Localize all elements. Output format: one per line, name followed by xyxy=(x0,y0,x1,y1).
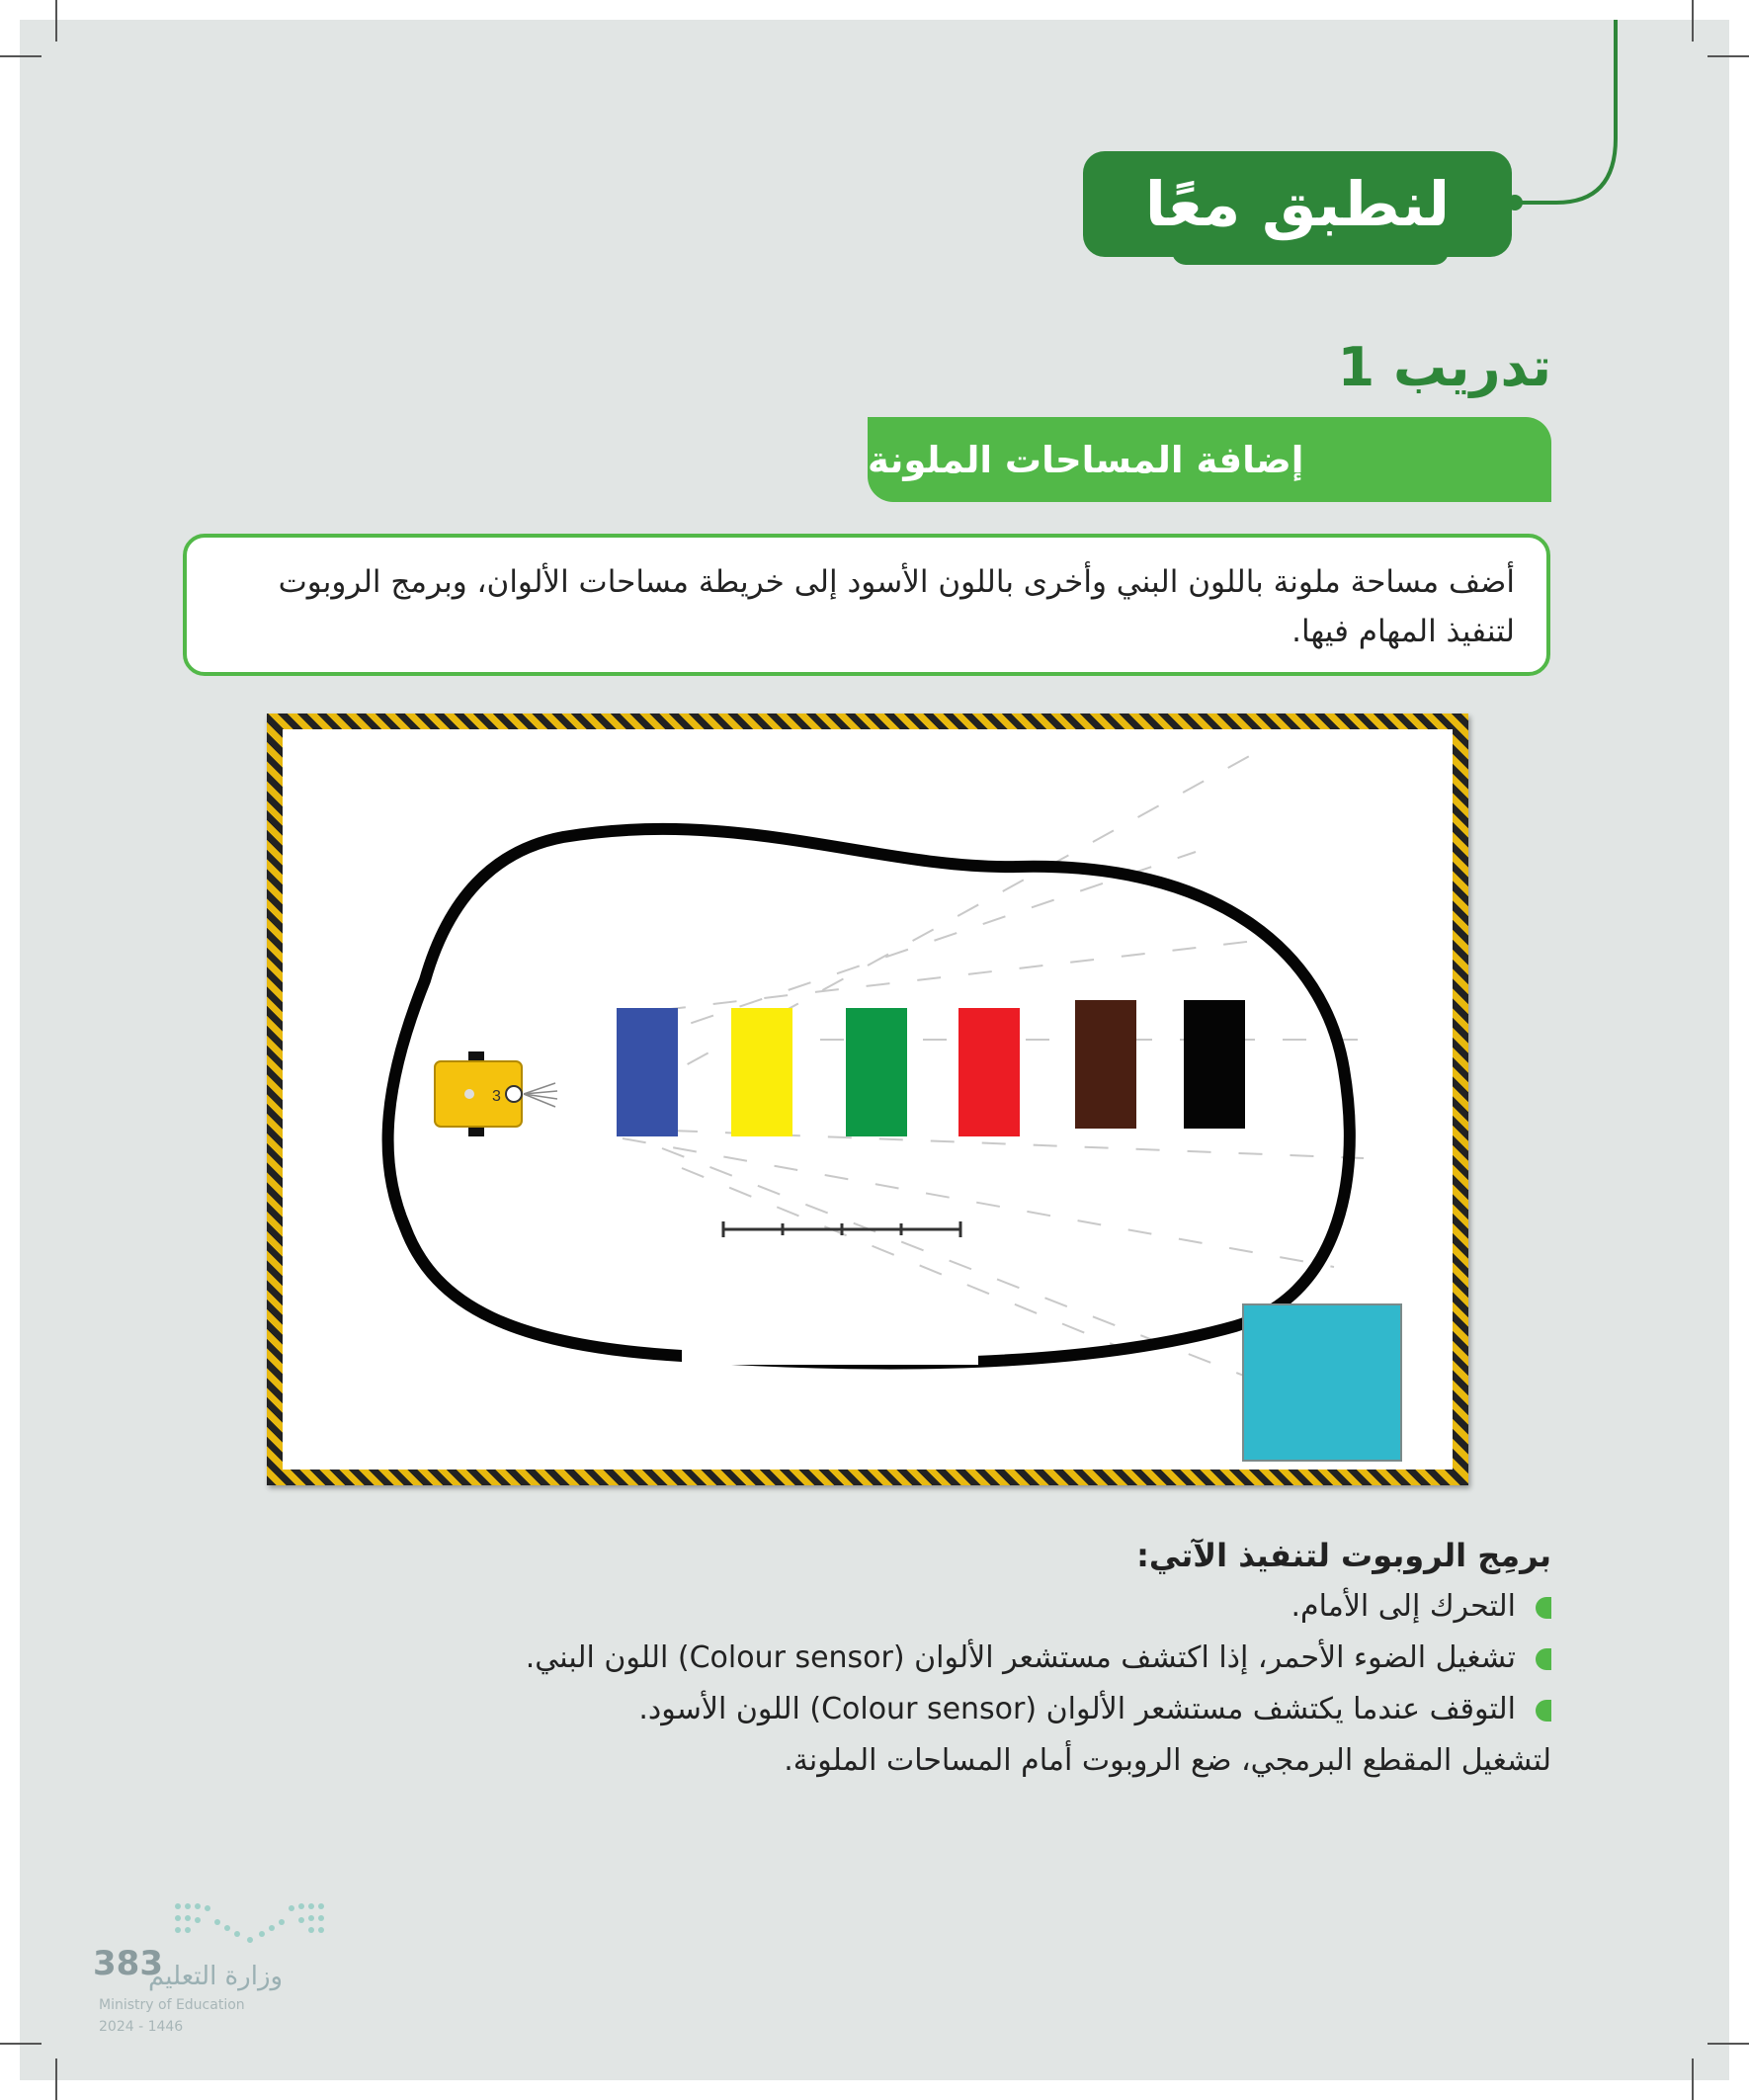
color-patches xyxy=(617,1000,1245,1136)
crop-mark xyxy=(0,2043,42,2045)
list-item xyxy=(464,1633,1551,1684)
list-item-text: التحرك إلى الأمام. xyxy=(1291,1589,1516,1624)
scale-ruler xyxy=(723,1221,960,1237)
color-map-figure xyxy=(267,714,1468,1485)
crop-mark xyxy=(1707,55,1749,57)
crop-mark xyxy=(1707,2043,1749,2045)
badge-tab xyxy=(1172,245,1449,265)
color-patch-black xyxy=(1184,1000,1245,1129)
crop-mark xyxy=(0,55,42,57)
bullet-icon xyxy=(1536,1597,1551,1619)
exercise-subtitle xyxy=(868,417,1551,502)
exercise-subtitle-text: إضافة المساحات الملونة xyxy=(868,438,1304,481)
color-patch-blue xyxy=(617,1008,678,1136)
color-patch-brown xyxy=(1075,1000,1136,1129)
page-number: 383 xyxy=(93,1944,163,1983)
instructions-note: لتشغيل المقطع البرمجي، ضع الروبوت أمام المساحات الملونة. xyxy=(784,1743,1551,1778)
instructions-section xyxy=(464,1530,1551,1787)
bullet-icon xyxy=(1536,1648,1551,1670)
color-patch-yellow xyxy=(731,1008,792,1136)
ministry-name-english: Ministry of Education xyxy=(99,1997,245,2013)
sensor-rays xyxy=(524,1083,557,1107)
corner-color-square xyxy=(1243,1304,1401,1461)
task-text-line: لتنفيذ المهام فيها. xyxy=(1291,614,1515,649)
color-patch-green xyxy=(846,1008,907,1136)
instructions-list xyxy=(464,1581,1551,1735)
task-box xyxy=(183,534,1550,676)
list-item xyxy=(464,1581,1551,1633)
color-patch-red xyxy=(958,1008,1020,1136)
section-title-text: لنطبق معًا xyxy=(1144,168,1451,240)
crop-mark xyxy=(55,0,57,42)
edition-year: 2024 - 1446 xyxy=(99,2019,184,2035)
list-item xyxy=(464,1684,1551,1735)
list-item-text: تشغيل الضوء الأحمر، إذا اكتشف مستشعر الألوان (Colour sensor) اللون البني. xyxy=(525,1640,1516,1675)
robot-sensor xyxy=(506,1086,522,1102)
list-item-text: التوقف عندما يكتشف مستشعر الألوان (Colour sensor) اللون الأسود. xyxy=(638,1692,1516,1726)
track-gap xyxy=(682,1349,978,1365)
robot xyxy=(435,1051,557,1136)
ministry-logo-icon xyxy=(173,1898,326,1948)
task-text-line: أضف مساحة ملونة باللون البني وأخرى باللون الأسود إلى خريطة مساحات الألوان، وبرمج الروبوت xyxy=(278,564,1515,600)
exercise-title: تدريب 1 xyxy=(1337,336,1551,398)
crop-mark xyxy=(1692,2058,1694,2100)
instructions-heading: برمِج الروبوت لتنفيذ الآتي: xyxy=(1136,1537,1551,1574)
section-title-badge xyxy=(1083,151,1512,257)
page-footer xyxy=(89,1892,336,2041)
map-canvas xyxy=(267,714,1468,1485)
robot-label: 3 xyxy=(492,1088,501,1105)
ministry-name-arabic: وزارة التعليم xyxy=(148,1962,284,1991)
crop-mark xyxy=(1692,0,1694,42)
bullet-icon xyxy=(1536,1700,1551,1722)
crop-mark xyxy=(55,2058,57,2100)
